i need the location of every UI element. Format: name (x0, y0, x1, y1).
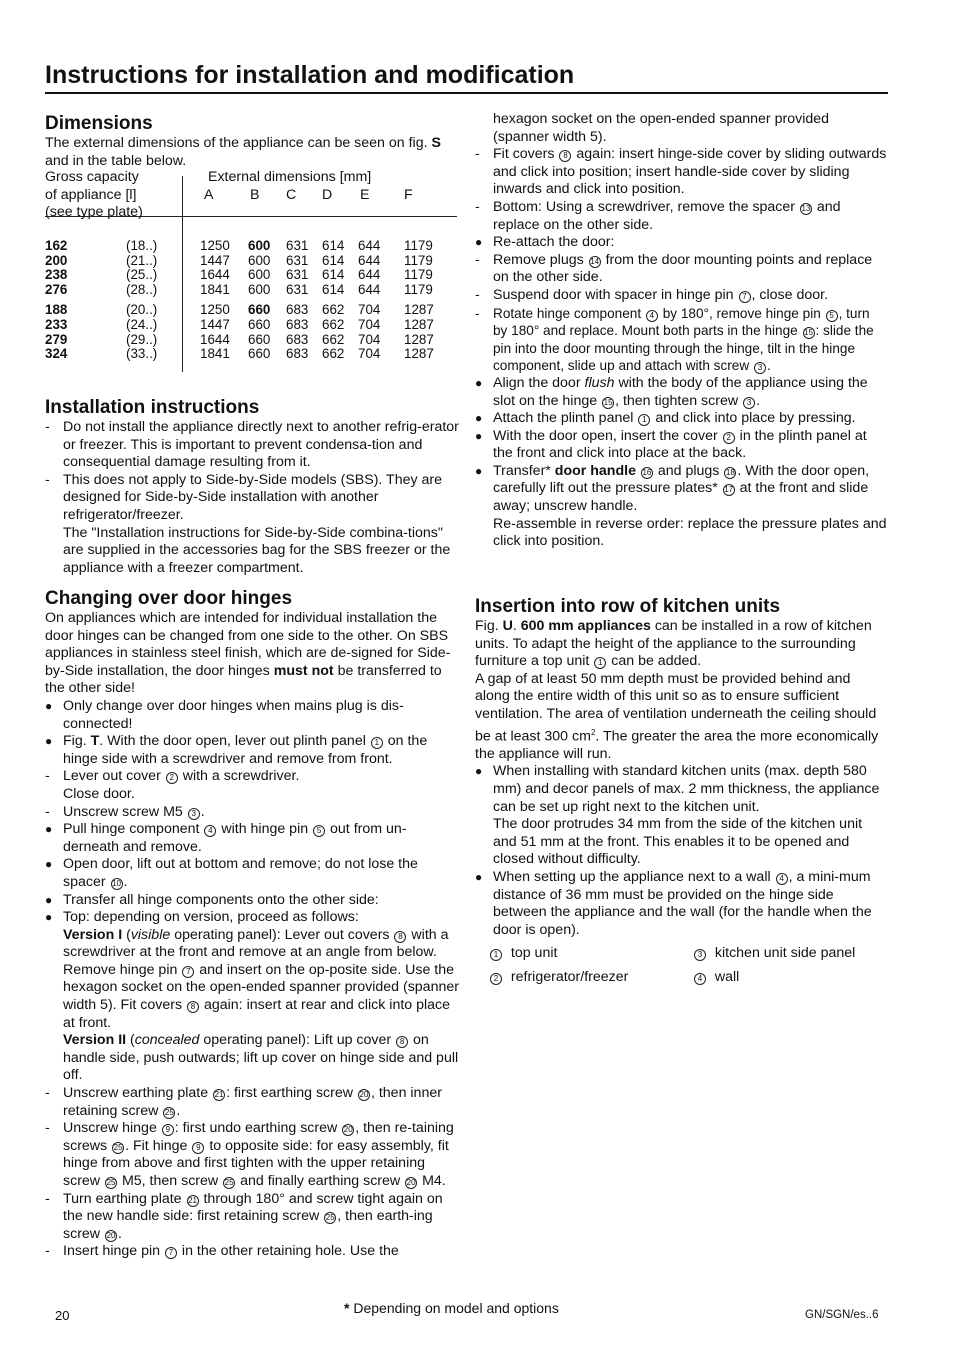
table-cell: 631 (286, 281, 309, 297)
table-cell: 324 (45, 346, 68, 362)
right-bullet-4: ● With the door open, insert the cover 2 in the plinth panel at the front and click into place at the back. (475, 428, 887, 463)
table-row (45, 303, 459, 318)
table-cell: 1644 (200, 331, 230, 347)
table-cell: 660 (248, 302, 271, 318)
table-cell: 1287 (404, 316, 434, 332)
table-cell: 614 (322, 281, 345, 297)
col-a: A (204, 186, 214, 203)
kitchen-heading: Insertion into row of kitchen units (475, 596, 781, 617)
right-bullet-3: ● Attach the plinth panel 1 and click into place by pressing. (475, 410, 887, 428)
hinges-bullet-4: ● Open door, lift out at bottom and remove; do not lose the spacer 10 . (45, 856, 459, 891)
footnote: * Depending on model and options (344, 1300, 559, 1316)
table-cell: 1179 (404, 238, 433, 253)
table-cell: (21..) (126, 252, 158, 268)
table-cell: 1841 (200, 346, 230, 362)
col-d: D (322, 186, 333, 203)
table-row (45, 254, 459, 269)
header-external-dimensions: External dimensions [mm] (208, 169, 372, 185)
table-divider (182, 176, 183, 372)
hinges-dash-4: - Unscrew hinge 9 : first undo earthing screw 20 , then re-taining screws 25 . Fit hinge 9 to opposite side: for easy assembly, fit hinge from above and first tighten with the upper retaining screw 25 M5, then screw 25 and finally earthing screw 20 M4. (45, 1120, 459, 1190)
installation-heading: Installation instructions (45, 397, 260, 418)
document-code: GN/SGN/es..6 (805, 1309, 879, 1321)
hinges-dash-2: - Unscrew screw M5 3 . (45, 804, 459, 822)
page-title: Instructions for installation and modification (45, 58, 888, 94)
kitchen-bullet-1: ● When installing with standard kitchen units (max. depth 580 mm) and decor panels of max. 2 mm thickness, the appliance can be set up right next to the kitchen unit. The door protrudes 34 mm from the side of the kitchen unit and 51 mm at the front. This enables it to be opened and closed without difficulty. (475, 763, 887, 869)
table-cell: 1250 (200, 302, 230, 318)
table-cell: 1287 (404, 346, 434, 362)
table-cell: 660 (248, 316, 271, 332)
col-b: B (250, 186, 260, 203)
table-cell: 704 (358, 346, 381, 362)
table-row (45, 347, 459, 362)
table-cell: 704 (358, 331, 381, 347)
dimensions-group-2 (45, 303, 459, 361)
table-cell: (33..) (126, 346, 158, 362)
header-type-plate: (see type plate) (45, 204, 143, 221)
installation-item-2: - This does not apply to Side-by-Side models (SBS). They are designed for Side-by-Side installation with another refrigerator/freezer. (45, 472, 459, 525)
legend-item-4: 4 wall (693, 969, 893, 987)
table-cell: 704 (358, 302, 381, 318)
table-cell: 276 (45, 281, 68, 297)
table-cell: 600 (248, 267, 271, 283)
table-cell: 660 (248, 331, 271, 347)
table-cell: 631 (286, 252, 309, 268)
legend-item-1: 1 top unit (489, 945, 693, 963)
table-cell: (24..) (126, 316, 158, 332)
table-cell: (29..) (126, 331, 158, 347)
table-cell: 1447 (200, 316, 230, 332)
dimensions-group-1 (45, 239, 459, 297)
right-bullet-2: ● Align the door flush with the body of the appliance using the slot on the hinge 15 , then tighten screw 3 . (475, 375, 887, 410)
kitchen-para-1: Fig. U. 600 mm appliances can be installed in a row of kitchen units. To adapt the height of the appliance to the surrounding furniture a top unit 1 can be added. (475, 618, 872, 670)
table-cell: 704 (358, 316, 381, 332)
table-cell: (18..) (126, 238, 158, 253)
table-cell: 614 (322, 267, 345, 283)
right-dash-3: - Remove plugs 14 from the door mounting points and replace on the other side. (475, 252, 887, 287)
table-cell: 683 (286, 316, 309, 332)
table-cell: 600 (248, 281, 271, 297)
page-number: 20 (55, 1308, 70, 1323)
left-column (45, 113, 459, 170)
header-of-appliance: of appliance [l] (45, 186, 137, 203)
table-cell: 600 (248, 252, 271, 268)
table-cell: 1287 (404, 331, 434, 347)
kitchen-para-2: A gap of at least 50 mm depth must be provided behind and along the entire width of this unit so as to ensure sufficient ventilation. The area of ventilation underneath the ceiling should be at least 300 $cm^2$. The greater the area the more economically the appliance will run. (475, 670, 879, 762)
table-cell: 662 (322, 302, 345, 318)
kitchen-section (475, 596, 887, 987)
table-cell: 644 (358, 238, 381, 253)
kitchen-legend (489, 945, 887, 986)
table-row (45, 283, 459, 298)
hinges-dash-6: - Insert hinge pin 7 in the other retaining hole. Use the (45, 1243, 459, 1261)
dimensions-table (45, 169, 459, 362)
table-cell: 662 (322, 316, 345, 332)
table-cell: 614 (322, 238, 345, 253)
table-cell: 1250 (200, 238, 230, 253)
table-cell: 644 (358, 267, 381, 283)
installation-item-1: - Do not install the appliance directly next to another refrig-erator or freezer. This is important to prevent condensa-tion and consequential damage resulting from it. (45, 419, 459, 472)
dimensions-heading: Dimensions (45, 113, 153, 134)
table-cell: 683 (286, 331, 309, 347)
table-cell: 660 (248, 346, 271, 362)
kitchen-bullet-2: ● When setting up the appliance next to a wall 4 , a mini-mum distance of 36 mm must be provided on the hinge side between the appliance and the wall (for the handle when the door is open). (475, 869, 887, 939)
hinges-section (45, 588, 459, 1261)
right-dash-4: - Suspend door with spacer in hinge pin 7 , close door. (475, 287, 887, 305)
table-cell: 1179 (404, 281, 433, 297)
table-row (45, 239, 459, 254)
col-f: F (404, 186, 413, 203)
table-cell: (20..) (126, 302, 158, 318)
right-continuation: hexagon socket on the open-ended spanner provided (spanner width 5). (493, 111, 830, 145)
table-cell: 644 (358, 281, 381, 297)
right-bullet-1: ● Re-attach the door: (475, 234, 887, 252)
hinges-bullet-5: ● Transfer all hinge components onto the other side: (45, 892, 459, 910)
table-cell: (28..) (126, 281, 158, 297)
table-cell: 1841 (200, 281, 230, 297)
table-cell: (25..) (126, 267, 158, 283)
table-cell: 631 (286, 267, 309, 283)
table-cell: 683 (286, 346, 309, 362)
header-gross-capacity: Gross capacity (45, 169, 139, 185)
col-c: C (286, 186, 297, 203)
hinges-dash-5: - Turn earthing plate 21 through 180° and screw tight again on the new handle side: first retaining screw 25 , then earth-ing screw 20 . (45, 1191, 459, 1244)
hinges-heading: Changing over door hinges (45, 588, 293, 609)
legend-item-2: 2 refrigerator/freezer (489, 969, 693, 987)
table-cell: 631 (286, 238, 309, 253)
hinges-bullet-6: ● Top: depending on version, proceed as follows: Version I (visible operating panel): Lever out covers 8 with a screwdriver at the front and remove at an angle from below. Remove hinge pin 7 and insert on the op-posite side. Use the hexagon socket on the open-ended spanner provided (spanner width 5). Fit covers 8 again: insert at rear and click into place at front. Version II (concealed operating panel): Lift up cover 8 on handle side, push outwards; lift up cover on hinge side and pull off. (45, 909, 459, 1085)
table-cell: 162 (45, 238, 68, 253)
installation-section (45, 397, 459, 577)
table-cell: 1179 (404, 252, 433, 268)
installation-item-2b: The "Installation instructions for Side-by-Side combina-tions" are supplied in the accessories bag for the SBS freezer or the appliance with a freezer compartment. (63, 524, 451, 576)
hinges-bullet-3: ● Pull hinge component 4 with hinge pin 5 out from un-derneath and remove. (45, 821, 459, 856)
dimensions-table-header (45, 169, 457, 221)
table-cell: 662 (322, 331, 345, 347)
table-cell: 279 (45, 331, 68, 347)
hinges-intro: On appliances which are intended for individual installation the door hinges can be changed from one side to the other. On SBS appliances in stainless steel finish, which are de-signed for Side-by-Side installation, the door hinges must not be transferred to the other side! (45, 610, 451, 697)
hinges-bullet-1: ● Only change over door hinges when mains plug is dis-connected! (45, 698, 459, 733)
table-cell: 200 (45, 252, 68, 268)
legend-item-3: 3 kitchen unit side panel (693, 945, 893, 963)
table-cell: 238 (45, 267, 68, 283)
hinges-dash-1: - Lever out cover 2 with a screwdriver. Close door. (45, 768, 459, 803)
table-cell: 644 (358, 252, 381, 268)
dimensions-intro: The external dimensions of the appliance can be seen on fig. S and in the table below. (45, 135, 441, 169)
table-cell: 1287 (404, 302, 434, 318)
hinges-dash-3: - Unscrew earthing plate 21 : first earthing screw 20 , then inner retaining screw 25 . (45, 1085, 459, 1120)
table-cell: 683 (286, 302, 309, 318)
table-cell: 1179 (404, 267, 433, 283)
hinges-bullet-2: ● Fig. T. With the door open, lever out plinth panel 1 on the hinge side with a screwdriver and remove from front. (45, 733, 459, 768)
table-cell: 662 (322, 346, 345, 362)
table-row (45, 268, 459, 283)
header-columns (45, 187, 459, 205)
table-cell: 614 (322, 252, 345, 268)
right-dash-5: - Rotate hinge component 4 by 180°, remove hinge pin 5 , turn by 180° and replace. Mount both parts in the hinge 15 : slide the pin into the door mounting through the hinge, tilt in the hinge component, slide up and attach with screw 3 . (475, 305, 887, 375)
table-row (45, 318, 459, 333)
table-cell: 1447 (200, 252, 230, 268)
table-cell: 1644 (200, 267, 230, 283)
right-dash-1: - Fit covers 8 again: insert hinge-side cover by sliding outwards and click into position; insert handle-side cover by sliding inwards and click into position. (475, 146, 887, 199)
table-row (45, 333, 459, 348)
table-cell: 188 (45, 302, 68, 318)
table-cell: 233 (45, 316, 68, 332)
table-cell: 600 (248, 238, 271, 253)
col-e: E (360, 186, 370, 203)
right-bullet-5: ● Transfer* door handle 16 and plugs 18 . With the door open, carefully lift out the pressure plates* 17 at the front and slide away; unscrew handle. Re-assemble in reverse order: replace the pressure plates and click into position. (475, 463, 887, 551)
right-dash-2: - Bottom: Using a screwdriver, remove the spacer 13 and replace on the other side. (475, 199, 887, 234)
right-column (475, 111, 887, 551)
